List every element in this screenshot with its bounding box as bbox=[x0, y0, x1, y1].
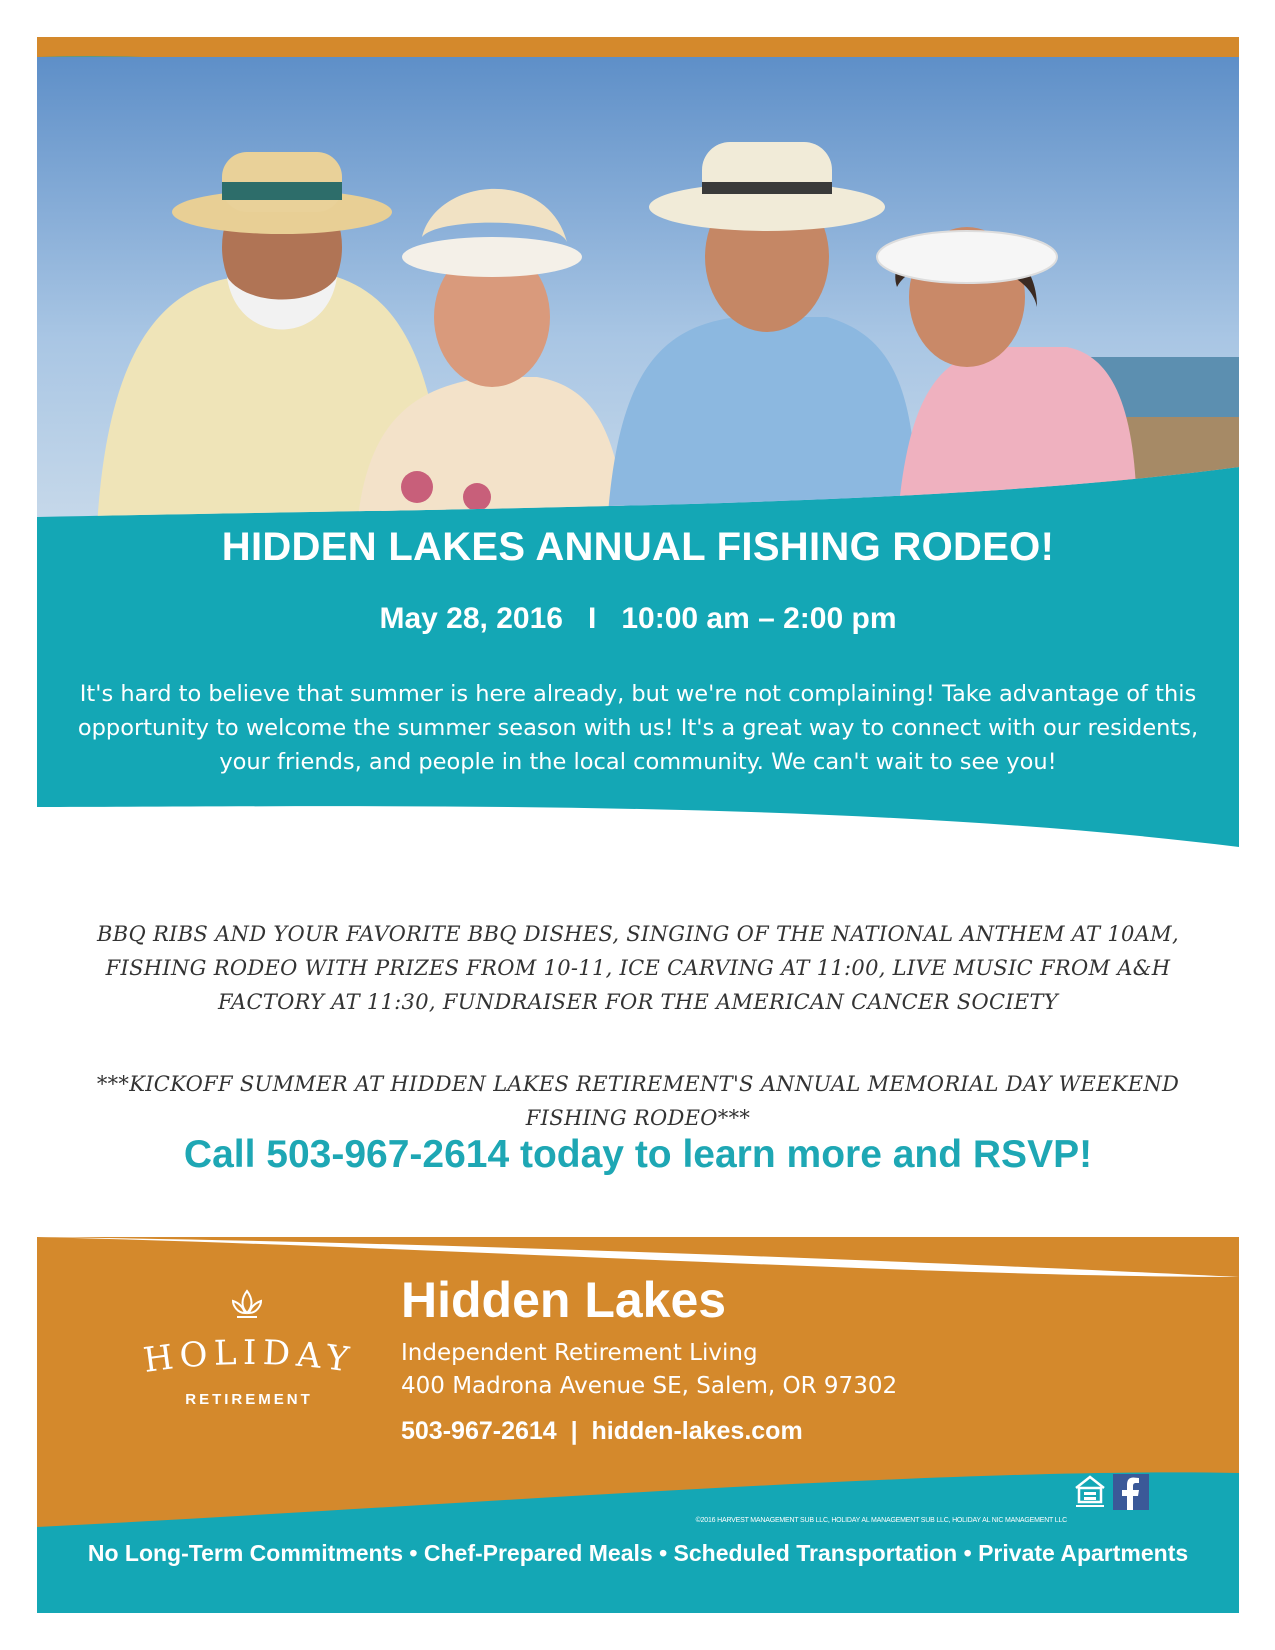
feature-item: No Long-Term Commitments bbox=[87, 1540, 404, 1566]
logo-word: HOLIDAY bbox=[141, 1332, 358, 1382]
equal-housing-icon bbox=[1073, 1474, 1107, 1510]
event-date: May 28, 2016 bbox=[379, 602, 563, 635]
community-address: 400 Madrona Avenue SE, Salem, OR 97302 bbox=[401, 1373, 898, 1399]
feature-item: Scheduled Transportation bbox=[673, 1540, 958, 1566]
feature-item: Private Apartments bbox=[978, 1540, 1189, 1566]
feature-separator: • bbox=[659, 1540, 668, 1566]
svg-text:HOLIDAY bbox=[141, 1333, 357, 1381]
event-time: 10:00 am – 2:00 pm bbox=[621, 602, 897, 635]
event-intro: It's hard to believe that summer is here already, but we're not complaining! Take advantage of this opportunity to welcome the summer season with us! It's a great way to connect with our residents, your friends, and people in the local community. We can't wait to see you! bbox=[77, 681, 1199, 775]
lotus-icon bbox=[227, 1287, 267, 1323]
event-kickoff: ***KICKOFF SUMMER AT HIDDEN LAKES RETIREMENT'S ANNUAL MEMORIAL DAY WEEKEND FISHING RODEO*** bbox=[96, 1072, 1180, 1130]
event-details: BBQ RIBS AND YOUR FAVORITE BBQ DISHES, SINGING OF THE NATIONAL ANTHEM AT 10AM, FISHING RODEO WITH PRIZES FROM 10-11, ICE CARVING AT 11:00, LIVE MUSIC FROM A&H FACTORY AT 11:30, FUNDRAISER FOR THE AMERICAN CANCER SOCIETY bbox=[97, 922, 1179, 1014]
feature-separator: • bbox=[409, 1540, 418, 1566]
hero-photo bbox=[37, 57, 1239, 527]
event-dateline bbox=[37, 602, 1239, 636]
community-type: Independent Retirement Living bbox=[401, 1340, 758, 1366]
event-headline: HIDDEN LAKES ANNUAL FISHING RODEO! bbox=[221, 525, 1055, 569]
logo-wordmark bbox=[99, 1327, 399, 1387]
feature-list bbox=[37, 1540, 1239, 1567]
legal-copyright: ©2016 HARVEST MANAGEMENT SUB LLC, HOLIDAY AL MANAGEMENT SUB LLC, HOLIDAY AL NIC MANAGEMENT LLC bbox=[695, 1517, 1067, 1524]
flyer bbox=[37, 37, 1239, 1613]
feature-item: Chef-Prepared Meals bbox=[423, 1540, 653, 1566]
facebook-icon[interactable] bbox=[1113, 1474, 1149, 1510]
phone-number: 503-967-2614 bbox=[401, 1417, 557, 1445]
community-name: Hidden Lakes bbox=[401, 1272, 727, 1328]
feature-separator: • bbox=[963, 1540, 972, 1566]
logo-subtitle: RETIREMENT bbox=[185, 1391, 313, 1408]
contact-separator: | bbox=[570, 1417, 578, 1445]
rsvp-call-to-action: Call 503-967-2614 today to learn more and RSVP! bbox=[183, 1133, 1093, 1176]
community-contact bbox=[401, 1417, 803, 1446]
holiday-retirement-logo bbox=[99, 1287, 399, 1427]
website: hidden-lakes.com bbox=[591, 1417, 803, 1445]
date-separator: I bbox=[587, 602, 597, 635]
